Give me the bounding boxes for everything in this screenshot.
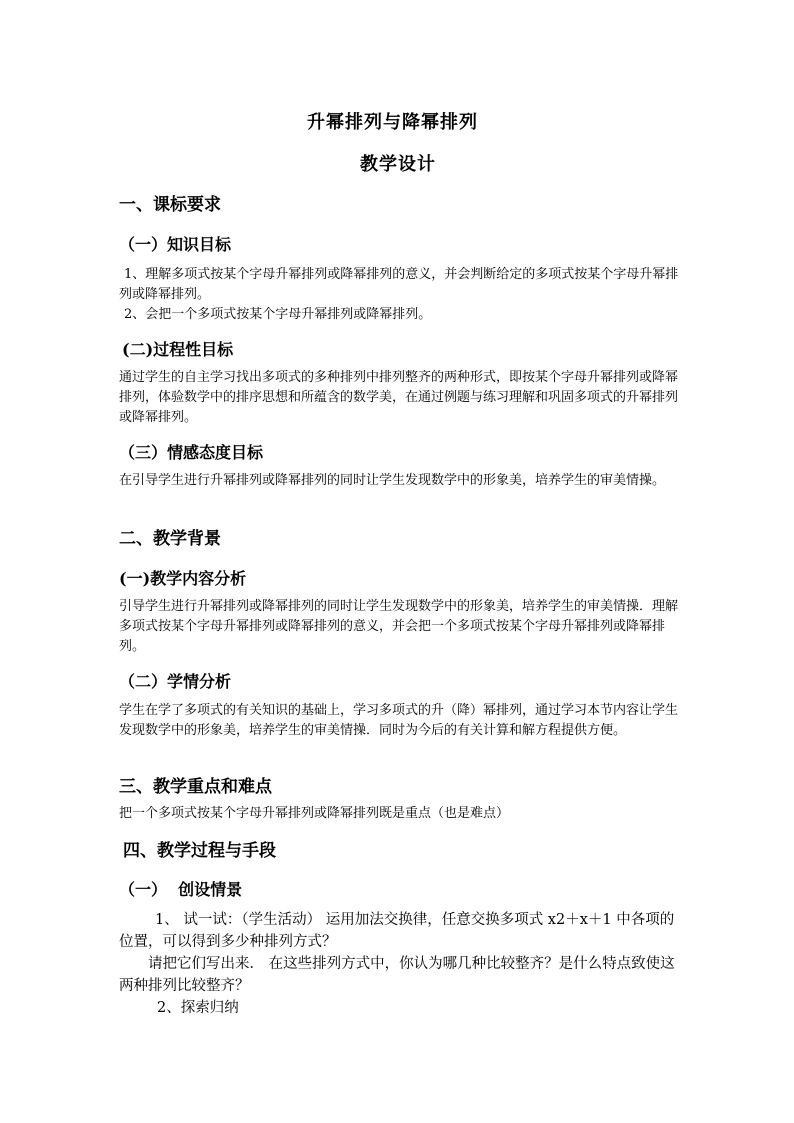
section-1-1-heading: （一）知识目标 — [119, 235, 232, 254]
section-4-1-paragraph-1: 1、 试一试：（学生活动） 运用加法交换律，任意交换多项式 x2＋x＋1 中各项的位置，可以得到多少种排列方式？ — [119, 912, 675, 950]
section-2-1-paragraph-1: 引导学生进行升幂排列或降幂排列的同时让学生发现数学中的形象美，培养学生的审美情操．理解多项式按某个字母升幂排列或降幂排列的意义，并会把一个多项式按某个字母升幂排列或降幂排列。 — [119, 599, 679, 654]
section-1-2-paragraph-1: 通过学生的自主学习找出多项式的多种排列中排列整齐的两种形式，即按某个字母升幂排列或降幂排列，体验数学中的排序思想和所蕴含的数学美，在通过例题与练习理解和巩固多项式的升幂排列或降幂排列。 — [119, 370, 679, 425]
section-3-heading: 三、教学重点和难点 — [119, 777, 272, 797]
doc-subtitle: 教学设计 — [360, 154, 436, 175]
section-2-heading: 二、教学背景 — [119, 529, 221, 549]
doc-title: 升幂排列与降幂排列 — [307, 112, 478, 133]
section-1-2-heading: (二)过程性目标 — [122, 340, 234, 359]
section-2-1-heading: (一)教学内容分析 — [119, 569, 247, 588]
section-1-1-paragraph-2: 2、会把一个多项式按某个字母升幂排列或降幂排列。 — [124, 307, 432, 322]
section-1-3-paragraph-1: 在引导学生进行升幂排列或降幂排列的同时让学生发现数学中的形象美，培养学生的审美情操。 — [119, 473, 666, 488]
section-4-heading: 四、教学过程与手段 — [123, 841, 276, 861]
section-3-paragraph-1: 把一个多项式按某个字母升幂排列或降幂排列既是重点（也是难点） — [119, 806, 510, 821]
section-1-heading: 一、课标要求 — [119, 195, 221, 215]
section-4-1-paragraph-3: 2、探索归纳 — [157, 1000, 239, 1016]
section-1-1-paragraph-1: 1、理解多项式按某个字母升幂排列或降幂排列的意义，并会判断给定的多项式按某个字母升幂排列或降幂排列。 — [119, 267, 679, 302]
section-4-1-paragraph-2: 请把它们写出来． 在这些排列方式中，你认为哪几种比较整齐？是什么特点致使这两种排列比较整齐？ — [119, 956, 675, 994]
section-4-1-heading: （一） 创设情景 — [119, 880, 243, 899]
section-1-3-heading: （三）情感态度目标 — [119, 443, 264, 462]
section-2-2-heading: （二）学情分析 — [119, 672, 232, 691]
section-2-2-paragraph-1: 学生在学了多项式的有关知识的基础上，学习多项式的升（降）幂排列，通过学习本节内容让学生发现数学中的形象美，培养学生的审美情操．同时为今后的有关计算和解方程提供方便。 — [119, 703, 679, 738]
